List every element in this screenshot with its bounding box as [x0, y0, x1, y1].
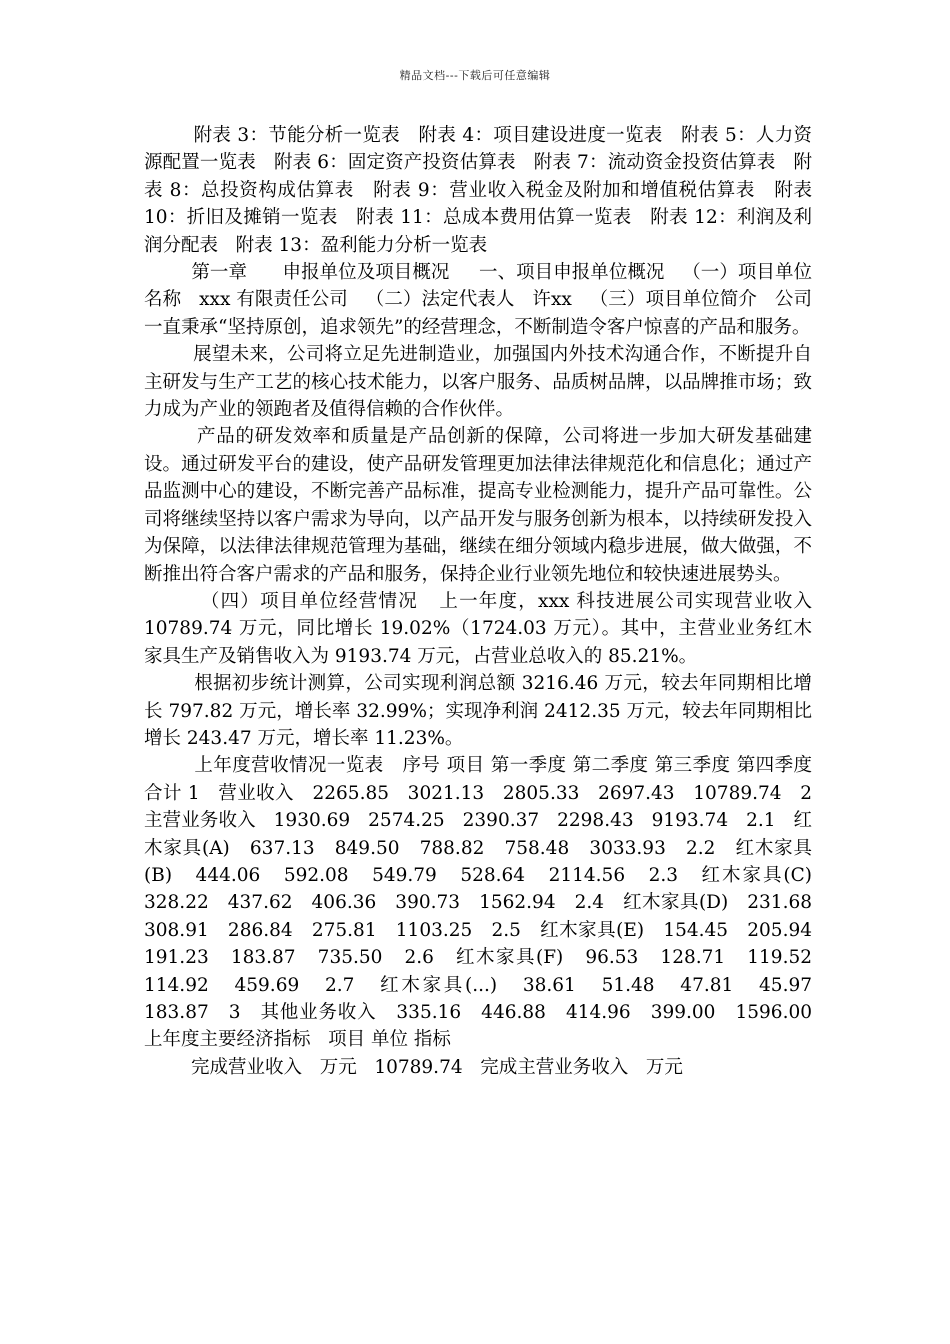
paragraph-indicators: 完成营业收入 万元 10789.74 完成主营业务收入 万元: [144, 1056, 683, 1078]
document-body: [144, 122, 848, 1081]
page-header: 精品文档---下载后可任意编辑: [399, 69, 551, 82]
paragraph-chapter-one: 第一章 申报单位及项目概况 一、项目申报单位概况 （一）项目单位名称 xxx 有限责任公司 （二）法定代表人 许xx （三）项目单位简介 公司一直秉承“坚持原创，追求领先”的经营理念，不断制造令客户惊喜的产品和服务。: [144, 262, 812, 338]
paragraph-revenue-table: 上年度营收情况一览表 序号 项目 第一季度 第二季度 第三季度 第四季度 合计 1 营业收入 2265.85 3021.13 2805.33 2697.43 10789.74 2 主营业务收入 1930.69 2574.25 2390.37 2298.43 9193.74 2.1 红木家具(A) 637.13 849.50 788.82 758.48 3033.93 2.2 红木家具(B) 444.06 592.08 549.79 528.64 2114.56 2.3 红木家具(C) 328.22 437.62 406.36 390.73 1562.94 2.4 红木家具(D) 231.68 308.91 286.84 275.81 1103.25 2.5 红木家具(E) 154.45 205.94 191.23 183.87 735.50 2.6 红木家具(F) 96.53 128.71 119.52 114.92 459.69 2.7 红木家具(...) 38.61 51.48 47.81 45.97 183.87 3 其他业务收入 335.16 446.88 414.96 399.00 1596.00 上年度主要经济指标 项目 单位 指标: [144, 755, 848, 1051]
paragraph-rd: 产品的研发效率和质量是产品创新的保障，公司将进一步加大研发基础建设。通过研发平台的建设，使产品研发管理更加法律法律规范化和信息化；通过产品监测中心的建设，不断完善产品标准，提高专业检测能力，提升产品可靠性。公司将继续坚持以客户需求为导向，以产品开发与服务创新为根本，以持续研发投入为保障，以法律法律规范管理为基础，继续在细分领域内稳步进展，做大做强，不断推出符合客户需求的产品和服务，保持企业行业领先地位和较快速进展势头。: [144, 426, 812, 585]
paragraph-operations: （四）项目单位经营情况 上一年度，xxx 科技进展公司实现营业收入 10789.74 万元，同比增长 19.02%（1724.03 万元）。其中，主营业业务红木家具生产及销售收入为 9193.74 万元，占营业总收入的 85.21%。: [144, 590, 818, 667]
paragraph-appendix-list: 附表 3：节能分析一览表 附表 4：项目建设进度一览表 附表 5：人力资源配置一览表 附表 6：固定资产投资估算表 附表 7：流动资金投资估算表 附表 8：总投资构成估算表 附表 9：营业收入税金及附加和增值税估算表 附表 10：折旧及摊销一览表 附表 11：总成本费用估算一览表 附表 12：利润及利润分配表 附表 13：盈利能力分析一览表: [144, 125, 818, 256]
paragraph-outlook: 展望未来，公司将立足先进制造业，加强国内外技术沟通合作，不断提升自主研发与生产工艺的核心技术能力，以客户服务、品质树品牌，以品牌推市场；致力成为产业的领跑者及值得信赖的合作伙伴。: [144, 344, 812, 421]
paragraph-profit: 根据初步统计测算，公司实现利润总额 3216.46 万元，较去年同期相比增长 797.82 万元，增长率 32.99%；实现净利润 2412.35 万元，较去年同期相比增长 243.47 万元，增长率 11.23%。: [144, 673, 812, 749]
